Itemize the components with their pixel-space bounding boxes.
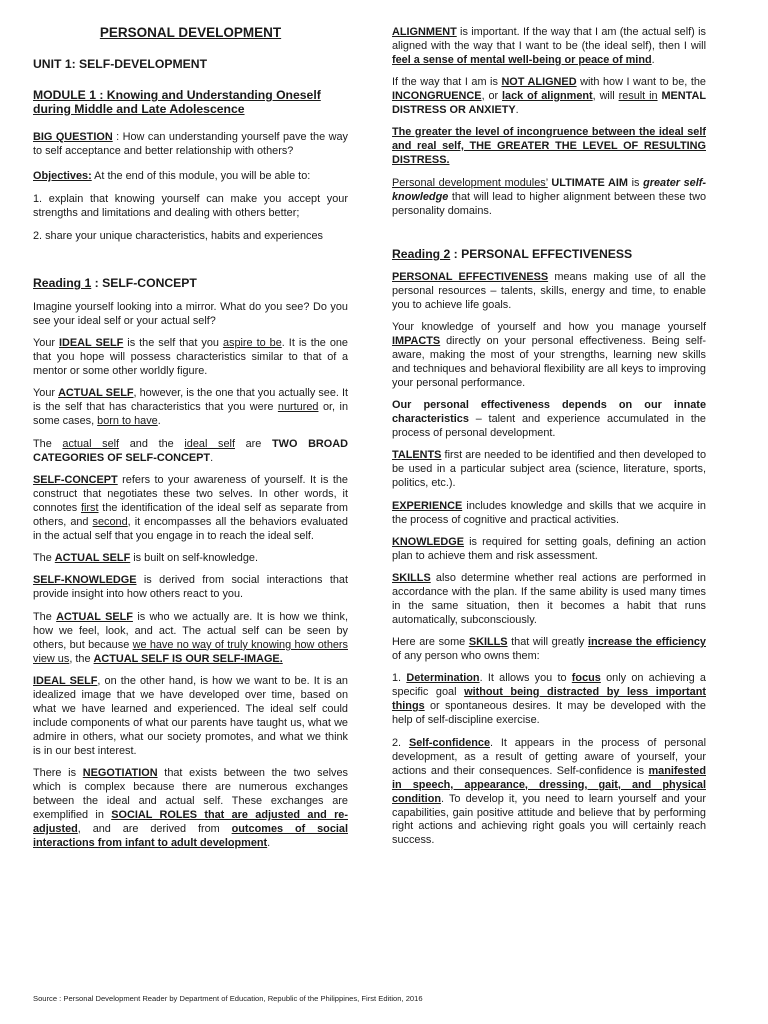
experience-paragraph: EXPERIENCE includes knowledge and skills that we acquire in the process of cognitive and practical activities. <box>392 500 706 526</box>
actual-who-paragraph: The ACTUAL SELF is who we actually are. It is how we think, how we feel, look, and act. The actual self can be seen by others, but because we have no way of truly knowing how others view us, the ACTUAL SELF IS OUR SELF-IMAGE. <box>33 611 349 665</box>
negotiation-paragraph: There is NEGOTIATION that exists between the two selves which is complex because there are numerous exchanges between the ideal and actual self. These exchanges are exemplified in SOCIAL ROLES that are adjusted and re-adjusted, and are derived from outcomes of social interactions from infant to adult development. <box>33 767 348 849</box>
skills-list-intro: Here are some SKILLS that will greatly increase the efficiency of any person who owns them: <box>392 636 706 662</box>
greater-incongruence-paragraph: The greater the level of incongruence between the ideal self and real self, THE GREATER THE LEVEL OF RESULTING DISTRESS. <box>392 126 706 166</box>
not-aligned-paragraph: If the way that I am is NOT ALIGNED with how I want to be, the INCONGRUENCE, or lack of alignment, will result in MENTAL DISTRESS OR ANXIETY. <box>392 76 706 116</box>
big-question: BIG QUESTION : How can understanding yourself pave the way to self acceptance and better relationship with others? <box>33 131 348 157</box>
mirror-paragraph: Imagine yourself looking into a mirror. What do you see? Do you see your ideal self or your actual self? <box>33 301 348 327</box>
ideal-self-other-hand-paragraph: IDEAL SELF, on the other hand, is how we want to be. It is an idealized image that we have developed over time, based on what we have learned and experienced. The ideal self could include components of what our parents have taught us, what we admire in others, what our society promotes, and what we think is in our best interest. <box>33 675 348 757</box>
impacts-paragraph: Your knowledge of yourself and how you manage yourself IMPACTS directly on your personal effectiveness. Being self-aware, making the most of your strengths, learning new skills and techniques and behavioral flexibility are all keys to improving your personal performance. <box>392 321 706 389</box>
source-footer: Source : Personal Development Reader by Department of Education, Republic of the Philippines, First Edition, 2016 <box>33 994 423 1003</box>
reading-1-heading: Reading 1 : SELF-CONCEPT <box>33 276 197 290</box>
objective-2: 2. share your unique characteristics, habits and experiences <box>33 230 323 242</box>
skills-paragraph: SKILLS also determine whether real actions are performed in accordance with the plan. If the same ability is used many times in the same situation, then it becomes a habit that runs automatically, subconsciously. <box>392 572 706 626</box>
alignment-paragraph: ALIGNMENT is important. If the way that I am (the actual self) is aligned with the way that I want to be (the ideal self), then I will feel a sense of mental well-being or peace of mind. <box>392 26 706 66</box>
personal-effectiveness-paragraph: PERSONAL EFFECTIVENESS means making use of all the personal resources – talents, skills, energy and time, to enable you to achieve life goals. <box>392 271 706 311</box>
objectives-intro: Objectives: At the end of this module, you will be able to: <box>33 170 311 182</box>
ideal-self-paragraph: Your IDEAL SELF is the self that you aspire to be. It is the one that you hope will possess characteristics similar to that of a mentor or some other worldly figure. <box>33 337 348 377</box>
reading-2-heading: Reading 2 : PERSONAL EFFECTIVENESS <box>392 247 633 261</box>
objective-1: 1. explain that knowing yourself can make you accept your strengths and limitations and dealing with others better; <box>33 193 348 219</box>
self-knowledge-paragraph: SELF-KNOWLEDGE is derived from social interactions that provide insight into how others react to you. <box>33 574 348 600</box>
ultimate-aim-paragraph: Personal development modules’ ULTIMATE AIM is greater self-knowledge that will lead to higher alignment between these two personality domains. <box>392 177 707 217</box>
objectives-label: Objectives: <box>33 170 92 182</box>
unit-heading: UNIT 1: SELF-DEVELOPMENT <box>33 57 208 71</box>
actual-self-paragraph: Your ACTUAL SELF, however, is the one that you actually see. It is the self that has characteristics that you were nurtured or, in some cases, born to have. <box>33 387 349 427</box>
module-heading: MODULE 1 : Knowing and Understanding Oneself during Middle and Late Adolescence <box>33 88 321 116</box>
built-paragraph: The ACTUAL SELF is built on self-knowledge. <box>33 552 258 564</box>
self-confidence-item: 2. Self-confidence. It appears in the process of personal development, as a result of getting aware of yourself, your actions and their consequences. Self-confidence is manifested in speech, appearance, dressing, gait, and physical condition. To develop it, you need to learn yourself and your capabilities, gain positive attitude and believe that by performing right actions and achieving right goals you will certainly reach success. <box>392 737 706 847</box>
two-categories-paragraph: The actual self and the ideal self are TWO BROAD CATEGORIES OF SELF-CONCEPT. <box>33 438 348 464</box>
document-title: PERSONAL DEVELOPMENT <box>99 25 282 40</box>
self-concept-paragraph: SELF-CONCEPT refers to your awareness of yourself. It is the construct that negotiates these two selves. In other words, it connotes first the identification of the ideal self as separate from others, and second, it encompasses all the behaviors evaluated in the actual self that you engage in to reach the ideal self. <box>33 474 348 542</box>
determination-item: 1. Determination. It allows you to focus only on achieving a specific goal without being distracted by less important things or spontaneous desires. It may be developed with the help of self-discipline exercise. <box>392 672 707 726</box>
knowledge-paragraph: KNOWLEDGE is required for setting goals, defining an action plan to achieve them and risk assessment. <box>392 536 706 562</box>
talents-paragraph: TALENTS first are needed to be identified and then developed to be used in a particular subject area (science, literature, sports, politics, etc.). <box>392 449 706 489</box>
big-question-label: BIG QUESTION <box>33 131 113 143</box>
innate-characteristics-paragraph: Our personal effectiveness depends on our innate characteristics – talent and experience accumulated in the process of personal development. <box>392 399 706 439</box>
